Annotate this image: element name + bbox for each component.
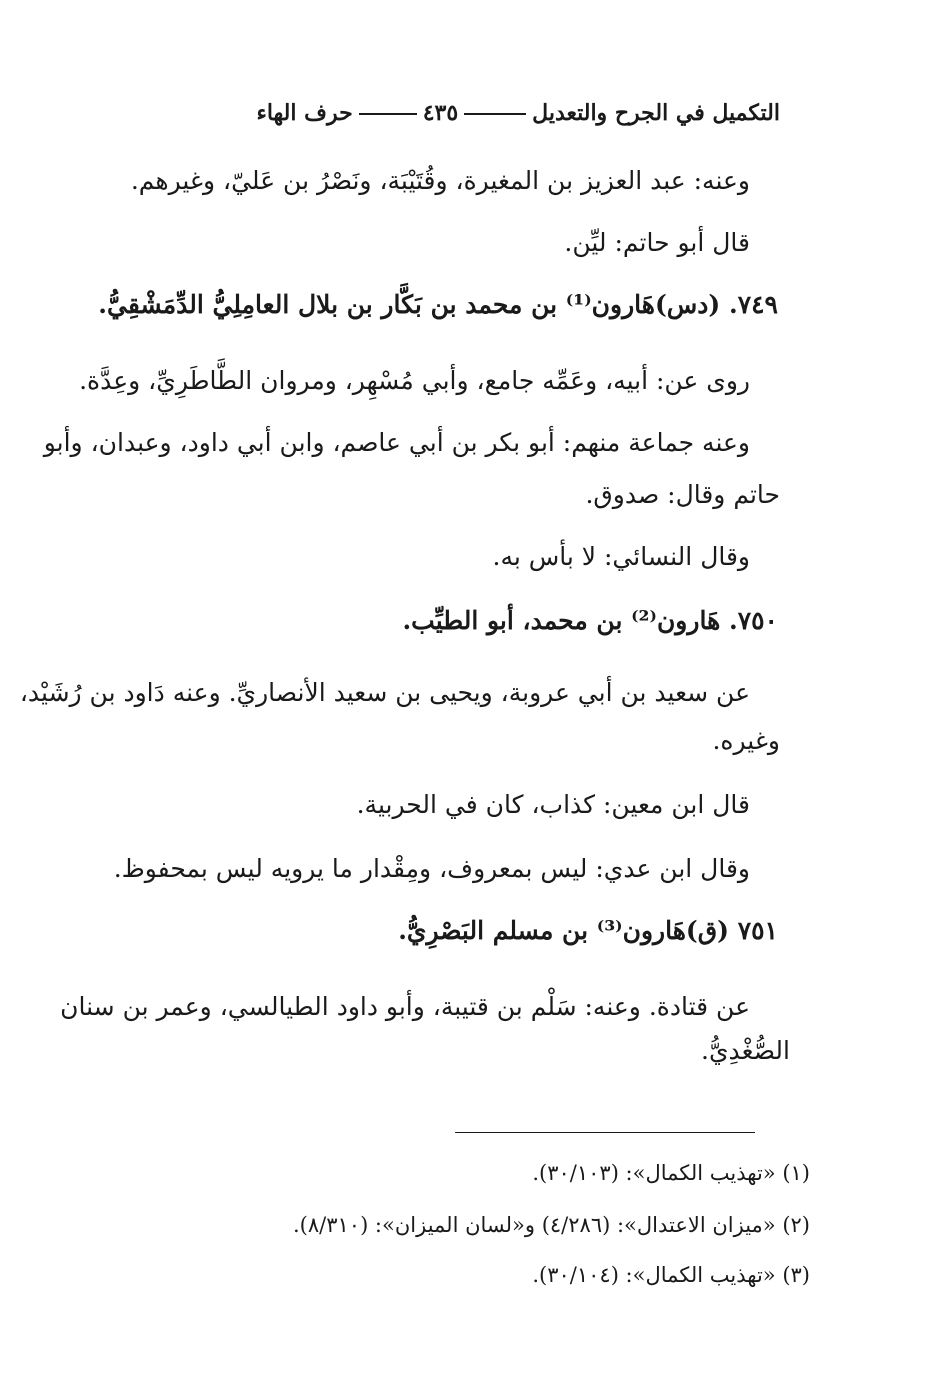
entry-heading-749 — [98, 288, 778, 322]
body-line: وغيره. — [712, 726, 780, 755]
body-line: عن سعيد بن أبي عروبة، ويحيى بن سعيد الأنصاريِّ. وعنه دَاود بن رُشَيْد، — [19, 678, 750, 707]
entry-heading-750 — [402, 604, 778, 638]
body-line: قال ابن معين: كذاب، كان في الحربية. — [356, 790, 750, 819]
entry-number: ٧٥٠. — [728, 606, 778, 635]
body-line: الصُّغْدِيُّ. — [701, 1036, 790, 1065]
entry-code: (دس) — [654, 290, 721, 319]
entry-name: هَارون⁽²⁾ بن محمد، أبو الطيِّب. — [402, 606, 721, 635]
entry-number: ٧٤٩. — [728, 290, 778, 319]
entry-name: هَارون⁽³⁾ بن مسلم البَصْرِيُّ. — [398, 916, 686, 945]
body-line: قال أبو حاتم: ليِّن. — [564, 228, 750, 257]
entry-heading-751 — [398, 914, 778, 948]
body-line: عن قتادة. وعنه: سَلْم بن قتيبة، وأبو داود الطيالسي، وعمر بن سنان — [60, 992, 750, 1021]
footnote: (١) «تهذيب الكمال»: (٣٠/١٠٣). — [532, 1161, 810, 1185]
header-rule — [464, 113, 526, 115]
header-rule — [359, 113, 417, 115]
footnote: (٣) «تهذيب الكمال»: (٣٠/١٠٤). — [532, 1263, 810, 1287]
running-header — [256, 96, 780, 130]
body-line: وعنه: عبد العزيز بن المغيرة، وقُتَيْبَة، ونَصْرُ بن عَليّ، وغيرهم. — [130, 166, 750, 195]
body-line: وقال ابن عدي: ليس بمعروف، ومِقْدار ما يرويه ليس بمحفوظ. — [113, 854, 750, 883]
entry-code: (ق) — [685, 916, 729, 945]
page-number: ٤٣٥ — [422, 100, 459, 126]
body-line: وقال النسائي: لا بأس به. — [492, 542, 750, 571]
body-line: وعنه جماعة منهم: أبو بكر بن أبي عاصم، وابن أبي داود، وعبدان، وأبو — [43, 428, 750, 457]
entry-name: هَارون⁽¹⁾ بن محمد بن بَكَّار بن بلال العامِلِيُّ الدِّمَشْقِيُّ. — [98, 290, 655, 319]
chapter-name: حرف الهاء — [256, 100, 353, 126]
body-line: حاتم وقال: صدوق. — [585, 480, 780, 509]
footnote: (٢) «ميزان الاعتدال»: (٤/٢٨٦) و«لسان الميزان»: (٨/٣١٠). — [292, 1213, 810, 1237]
body-line: روى عن: أبيه، وعَمِّه جامع، وأبي مُسْهِر، ومروان الطَّاطَرِيِّ، وعِدَّة. — [79, 366, 750, 395]
book-title: التكميل في الجرح والتعديل — [532, 100, 780, 126]
entry-number: ٧٥١ — [737, 916, 778, 945]
footnote-separator — [455, 1132, 755, 1133]
